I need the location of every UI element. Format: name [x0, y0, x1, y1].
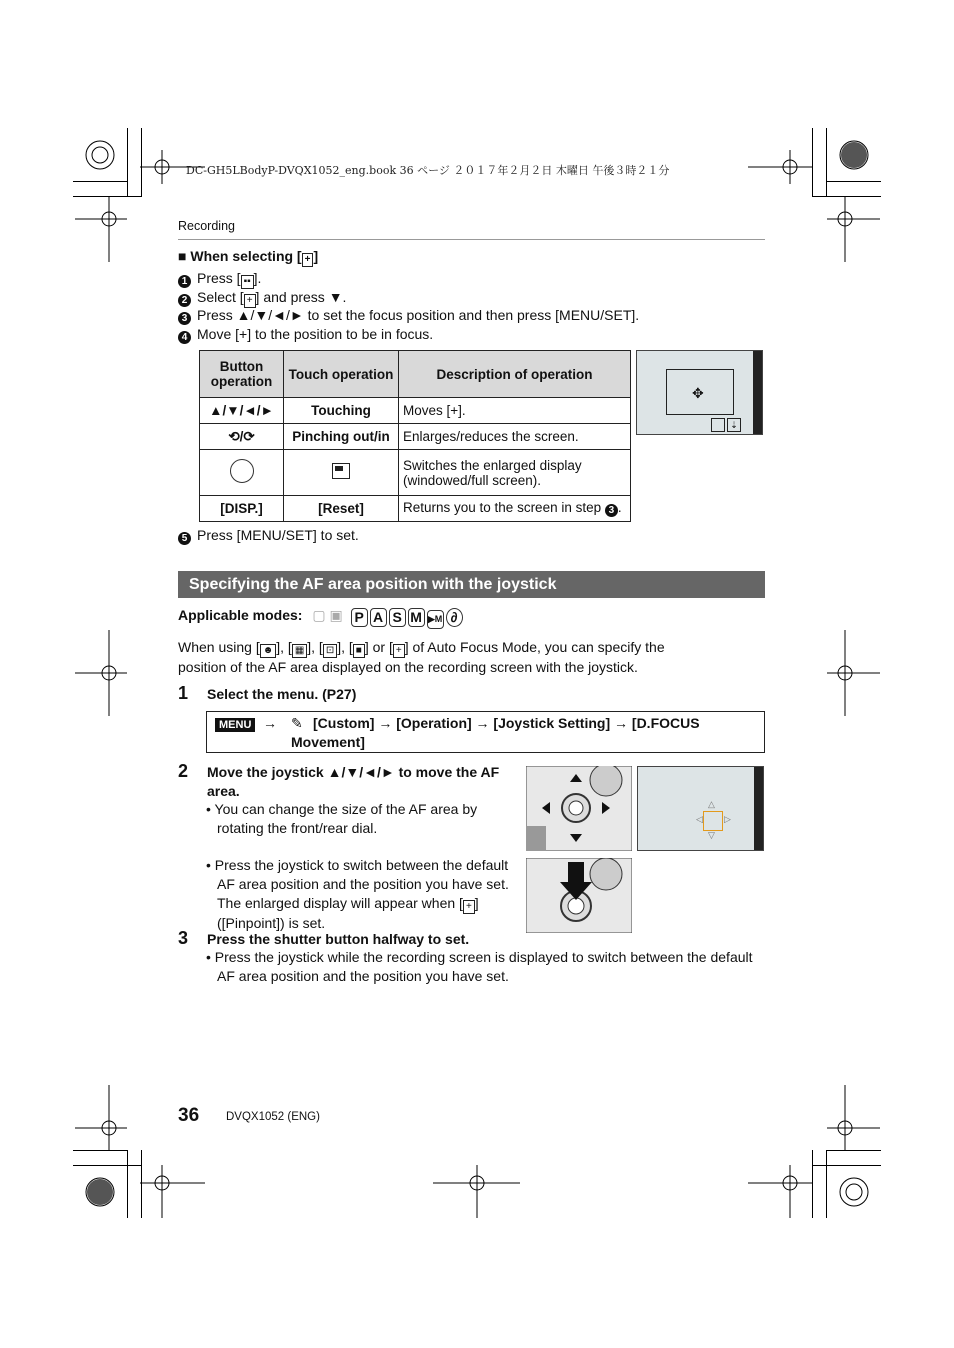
step-2-bullet-1: • You can change the size of the AF area by rotating the front/rear dial. — [206, 801, 478, 836]
intelligent-auto-icon: ▢ — [312, 607, 326, 623]
custom-multi-icon: ⊡ — [323, 644, 337, 658]
pinpoint-icon: + — [393, 644, 405, 658]
arrow-left-icon: ◁ — [696, 814, 703, 824]
window-display-icon — [332, 463, 350, 479]
creative-video-icon: ▶M — [427, 610, 444, 629]
control-dial-icon — [230, 459, 254, 483]
wrench-icon: ✎ — [291, 715, 303, 731]
menu-arrow: → — [263, 715, 277, 731]
mode-m-icon: M — [408, 608, 425, 627]
square-bullet-icon: ■ — [178, 248, 187, 264]
multi-area-icon: ▦ — [292, 644, 307, 658]
face-detection-icon: ☻ — [260, 644, 277, 658]
dial-rotate-icon: ⟲/⟳ — [228, 428, 255, 444]
arrow-down-icon: ▽ — [708, 830, 715, 840]
table-row: Switches the enlarged display (windowed/full screen). — [200, 450, 631, 496]
step-number-1: 1 — [178, 683, 189, 703]
joystick-move-illustration — [526, 766, 632, 851]
fn-grid-icon: ▪▪ — [241, 275, 254, 289]
page-number: 36 — [178, 1105, 200, 1126]
pinpoint-icon: + — [463, 900, 475, 914]
menu-path-line2: Movement] — [291, 734, 365, 750]
enlarged-screen-illustration — [636, 350, 763, 435]
step-2: 2 Select [ + ] and press ▼. — [178, 288, 346, 308]
step-1: 1 Press [ ▪▪ ]. — [178, 269, 261, 289]
af-area-screen-illustration — [637, 766, 764, 851]
step-4: 4 Move [+] to the position to be in focus. — [178, 325, 433, 344]
table-row: [DISP.] [Reset] Returns you to the screen in step 3 . — [200, 496, 631, 522]
header-rule — [178, 239, 765, 240]
step-5: 5 Press [MENU/SET] to set. — [178, 526, 359, 545]
intelligent-auto-plus-icon: ▣ — [329, 607, 343, 623]
header-touch-operation: Touch operation — [284, 351, 399, 398]
step-3-title: Press the shutter button halfway to set. — [207, 931, 470, 947]
operations-table — [199, 350, 631, 522]
arrow-right-icon: ▷ — [724, 814, 731, 824]
mode-s-icon: S — [389, 608, 406, 627]
crosshair-icon: ✥ — [692, 385, 704, 401]
joystick-press-illustration — [526, 858, 632, 933]
step-1-title: Select the menu. (P27) — [207, 686, 357, 702]
pinpoint-icon: + — [302, 253, 314, 267]
step-2-title-line1: Move the joystick ▲/▼/◄/► to move the AF — [207, 764, 500, 780]
menu-badge: MENU — [215, 718, 255, 732]
intro-paragraph: When using [ ☻ ], [ ▦ ], [ ⊡ ], [ ■ ] or [ + ] of Auto Focus Mode, you can specify the position of the AF area displayed on the recording screen with the joystick. — [178, 639, 665, 675]
menu-path-box — [206, 711, 765, 753]
arrow-up-icon: △ — [708, 799, 715, 809]
mode-p-icon: P — [351, 608, 368, 627]
when-selecting-heading: ■ When selecting [ + ] — [178, 248, 319, 265]
mode-a-icon: A — [370, 608, 387, 627]
window-icon — [711, 418, 725, 432]
menu-path-line1: [Custom] → [Operation] → [Joystick Setting] → [D.FOCUS — [313, 715, 700, 731]
reset-icon: ⇣ — [727, 418, 741, 432]
header-button-operation: Button operation — [200, 351, 284, 398]
section-title: Specifying the AF area position with the joystick — [178, 571, 765, 598]
section-label: Recording — [178, 219, 235, 233]
table-row: ▲/▼/◄/► Touching Moves [+]. — [200, 398, 631, 424]
af-area-frame — [703, 811, 723, 831]
applicable-modes: Applicable modes: ▢ ▣ P A S M ▶M ∂ — [178, 606, 465, 629]
step-number-3: 3 — [178, 928, 189, 948]
step-3: 3 Press ▲/▼/◄/► to set the focus position and then press [MENU/SET]. — [178, 306, 639, 325]
step-number-2: 2 — [178, 761, 189, 781]
table-row: ⟲/⟳ Pinching out/in Enlarges/reduces the screen. — [200, 424, 631, 450]
print-header: DC-GH5LBodyP-DVQX1052_eng.book 36 ページ ２０１７年２月２日 木曜日 午後３時２１分 — [186, 164, 670, 177]
one-area-icon: ■ — [353, 644, 365, 658]
pinpoint-icon: + — [244, 294, 256, 308]
step-3-bullet: • Press the joystick while the recording screen is displayed to switch between the default AF area position and the position you have set. — [206, 949, 753, 984]
step-2-bullet-2: • Press the joystick to switch between the default AF area position and the position you have set. The enlarged display will appear when [ + ] ([Pinpoint]) is set. — [206, 857, 509, 931]
creative-control-icon: ∂ — [446, 608, 463, 627]
step-2-title-line2: area. — [207, 783, 240, 799]
header-description: Description of operation — [399, 351, 631, 398]
footer-code: DVQX1052 (ENG) — [226, 1111, 320, 1123]
